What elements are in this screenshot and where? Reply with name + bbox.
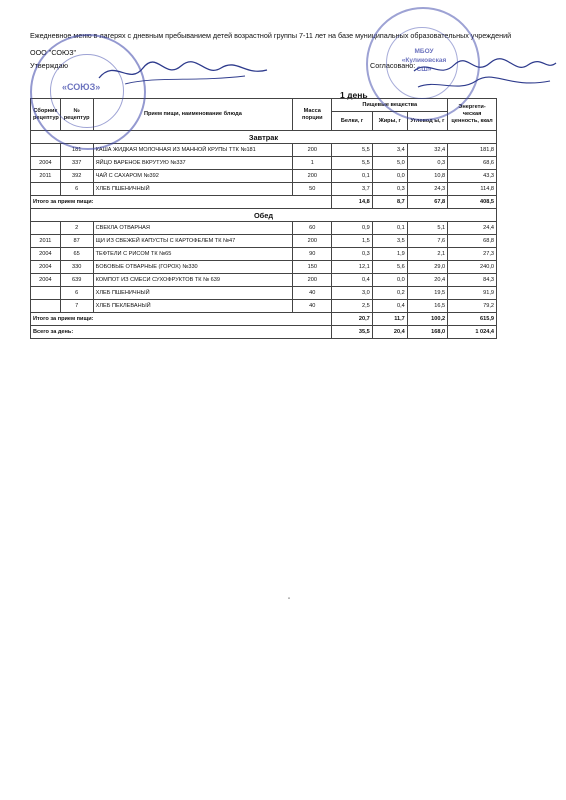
protein-cell: 0,4 bbox=[332, 274, 372, 287]
header-fat: Жиры, г bbox=[372, 112, 407, 131]
fat-cell: 0,0 bbox=[372, 274, 407, 287]
day-total-fat: 20,4 bbox=[372, 326, 407, 339]
dish-name-cell: ЯЙЦО ВАРЕНОЕ ВКРУТУЮ №337 bbox=[93, 157, 293, 170]
protein-cell: 2,5 bbox=[332, 300, 372, 313]
table-row bbox=[31, 274, 497, 287]
day-total-carbs: 168,0 bbox=[407, 326, 447, 339]
total-carbs: 100,2 bbox=[407, 313, 447, 326]
carbs-cell: 7,6 bbox=[407, 235, 447, 248]
table-row bbox=[31, 248, 497, 261]
menu-table bbox=[30, 98, 497, 339]
table-row bbox=[31, 287, 497, 300]
dish-name-cell: СВЕКЛА ОТВАРНАЯ bbox=[93, 222, 293, 235]
protein-cell: 0,1 bbox=[332, 170, 372, 183]
energy-cell: 43,3 bbox=[448, 170, 497, 183]
carbs-cell: 5,1 bbox=[407, 222, 447, 235]
school-stamp-text: МБОУ «Куликовская СШ» bbox=[401, 48, 447, 73]
header-sbornik: Сборник рецептур bbox=[31, 99, 61, 131]
dish-name-cell: ХЛЕБ ПШЕНИЧНЫЙ bbox=[93, 183, 293, 196]
total-fat: 11,7 bbox=[372, 313, 407, 326]
table-row bbox=[31, 144, 497, 157]
protein-cell: 1,5 bbox=[332, 235, 372, 248]
recipe-cell: 6 bbox=[60, 183, 93, 196]
mass-cell: 90 bbox=[293, 248, 332, 261]
sbornik-cell: 2011 bbox=[31, 170, 61, 183]
carbs-cell: 0,3 bbox=[407, 157, 447, 170]
carbs-cell: 32,4 bbox=[407, 144, 447, 157]
header-carbs: Углевод ы, г bbox=[407, 112, 447, 131]
dish-name-cell: КАША ЖИДКАЯ МОЛОЧНАЯ ИЗ МАННОЙ КРУПЫ ТТК №181 bbox=[93, 144, 293, 157]
meal-total-row bbox=[31, 196, 497, 209]
table-row bbox=[31, 300, 497, 313]
header-mass: Масса порции bbox=[293, 99, 332, 131]
protein-cell: 3,7 bbox=[332, 183, 372, 196]
fat-cell: 3,4 bbox=[372, 144, 407, 157]
sbornik-cell bbox=[31, 144, 61, 157]
section-name: Обед bbox=[31, 209, 497, 222]
section-header-row bbox=[31, 131, 497, 144]
sbornik-cell: 2004 bbox=[31, 157, 61, 170]
page-title: Ежедневное меню в лагерях с дневным пребыванием детей возрастной группы 7-11 лет на базе муниципальных образовательных учреждений bbox=[30, 31, 512, 40]
energy-cell: 91,9 bbox=[448, 287, 497, 300]
sbornik-cell bbox=[31, 222, 61, 235]
dish-name-cell: ЩИ ИЗ СВЕЖЕЙ КАПУСТЫ С КАРТОФЕЛЕМ ТК №47 bbox=[93, 235, 293, 248]
dish-name-cell: БОБОВЫЕ ОТВАРНЫЕ (ГОРОХ) №330 bbox=[93, 261, 293, 274]
total-fat: 8,7 bbox=[372, 196, 407, 209]
energy-cell: 240,0 bbox=[448, 261, 497, 274]
company-stamp-text: «СОЮЗ» bbox=[62, 82, 101, 92]
energy-cell: 24,4 bbox=[448, 222, 497, 235]
recipe-cell: 6 bbox=[60, 287, 93, 300]
sbornik-cell bbox=[31, 300, 61, 313]
total-protein: 20,7 bbox=[332, 313, 372, 326]
mass-cell: 150 bbox=[293, 261, 332, 274]
recipe-cell: 7 bbox=[60, 300, 93, 313]
carbs-cell: 24,3 bbox=[407, 183, 447, 196]
day-total-energy: 1 024,4 bbox=[448, 326, 497, 339]
header-nutrients: Пищевые вещества bbox=[332, 99, 448, 112]
sbornik-cell bbox=[31, 287, 61, 300]
header-meal-name: Прием пищи, наименование блюда bbox=[93, 99, 293, 131]
protein-cell: 5,5 bbox=[332, 144, 372, 157]
total-energy: 615,9 bbox=[448, 313, 497, 326]
fat-cell: 0,0 bbox=[372, 170, 407, 183]
mass-cell: 200 bbox=[293, 274, 332, 287]
energy-cell: 68,6 bbox=[448, 157, 497, 170]
recipe-cell: 2 bbox=[60, 222, 93, 235]
header-recipe-no: № рецептур bbox=[60, 99, 93, 131]
carbs-cell: 20,4 bbox=[407, 274, 447, 287]
recipe-cell: 181 bbox=[60, 144, 93, 157]
recipe-cell: 330 bbox=[60, 261, 93, 274]
dish-name-cell: ТЕФТЕЛИ С РИСОМ ТК №65 bbox=[93, 248, 293, 261]
mass-cell: 200 bbox=[293, 144, 332, 157]
table-row bbox=[31, 170, 497, 183]
protein-cell: 0,3 bbox=[332, 248, 372, 261]
energy-cell: 68,8 bbox=[448, 235, 497, 248]
protein-cell: 0,9 bbox=[332, 222, 372, 235]
sbornik-cell: 2011 bbox=[31, 235, 61, 248]
protein-cell: 3,0 bbox=[332, 287, 372, 300]
table-row bbox=[31, 235, 497, 248]
header-protein: Белки, г bbox=[332, 112, 372, 131]
mass-cell: 1 bbox=[293, 157, 332, 170]
carbs-cell: 29,0 bbox=[407, 261, 447, 274]
energy-cell: 84,3 bbox=[448, 274, 497, 287]
section-name: Завтрак bbox=[31, 131, 497, 144]
organization-name: ООО "СОЮЗ" bbox=[30, 48, 77, 57]
recipe-cell: 87 bbox=[60, 235, 93, 248]
right-signature bbox=[410, 55, 560, 97]
dish-name-cell: ХЛЕБ ПЕКЛЕВАНЫЙ bbox=[93, 300, 293, 313]
sbornik-cell bbox=[31, 183, 61, 196]
recipe-cell: 65 bbox=[60, 248, 93, 261]
mass-cell: 200 bbox=[293, 235, 332, 248]
meal-total-label: Итого за прием пищи: bbox=[31, 313, 332, 326]
fat-cell: 5,6 bbox=[372, 261, 407, 274]
agreed-label: Согласовано: bbox=[370, 61, 416, 70]
fat-cell: 3,5 bbox=[372, 235, 407, 248]
mass-cell: 50 bbox=[293, 183, 332, 196]
mass-cell: 40 bbox=[293, 287, 332, 300]
energy-cell: 79,2 bbox=[448, 300, 497, 313]
carbs-cell: 10,8 bbox=[407, 170, 447, 183]
fat-cell: 1,9 bbox=[372, 248, 407, 261]
total-protein: 14,8 bbox=[332, 196, 372, 209]
footer-mark: '' bbox=[288, 598, 291, 604]
energy-cell: 181,8 bbox=[448, 144, 497, 157]
section-header-row bbox=[31, 209, 497, 222]
table-row bbox=[31, 222, 497, 235]
table-row bbox=[31, 183, 497, 196]
fat-cell: 0,2 bbox=[372, 287, 407, 300]
total-energy: 408,5 bbox=[448, 196, 497, 209]
carbs-cell: 2,1 bbox=[407, 248, 447, 261]
fat-cell: 0,4 bbox=[372, 300, 407, 313]
meal-total-row bbox=[31, 313, 497, 326]
dish-name-cell: ХЛЕБ ПШЕНИЧНЫЙ bbox=[93, 287, 293, 300]
carbs-cell: 16,5 bbox=[407, 300, 447, 313]
table-row bbox=[31, 261, 497, 274]
meal-total-label: Итого за прием пищи: bbox=[31, 196, 332, 209]
sbornik-cell: 2004 bbox=[31, 274, 61, 287]
menu-table-body bbox=[31, 131, 497, 339]
dish-name-cell: ЧАЙ С САХАРОМ №392 bbox=[93, 170, 293, 183]
day-total-row bbox=[31, 326, 497, 339]
total-carbs: 67,8 bbox=[407, 196, 447, 209]
recipe-cell: 337 bbox=[60, 157, 93, 170]
day-label: 1 день bbox=[340, 90, 368, 100]
left-signature bbox=[95, 56, 275, 92]
fat-cell: 0,3 bbox=[372, 183, 407, 196]
sbornik-cell: 2004 bbox=[31, 248, 61, 261]
fat-cell: 0,1 bbox=[372, 222, 407, 235]
carbs-cell: 19,5 bbox=[407, 287, 447, 300]
protein-cell: 5,5 bbox=[332, 157, 372, 170]
approve-label: Утверждаю bbox=[30, 61, 68, 70]
recipe-cell: 639 bbox=[60, 274, 93, 287]
energy-cell: 27,3 bbox=[448, 248, 497, 261]
mass-cell: 60 bbox=[293, 222, 332, 235]
day-total-protein: 35,5 bbox=[332, 326, 372, 339]
protein-cell: 12,1 bbox=[332, 261, 372, 274]
energy-cell: 114,8 bbox=[448, 183, 497, 196]
recipe-cell: 392 bbox=[60, 170, 93, 183]
fat-cell: 5,0 bbox=[372, 157, 407, 170]
mass-cell: 40 bbox=[293, 300, 332, 313]
mass-cell: 200 bbox=[293, 170, 332, 183]
day-total-label: Всего за день: bbox=[31, 326, 332, 339]
table-row bbox=[31, 157, 497, 170]
sbornik-cell: 2004 bbox=[31, 261, 61, 274]
header-energy: Энергети-ческая ценность, ккал bbox=[448, 99, 497, 131]
dish-name-cell: КОМПОТ ИЗ СМЕСИ СУХОФРУКТОВ ТК № 639 bbox=[93, 274, 293, 287]
